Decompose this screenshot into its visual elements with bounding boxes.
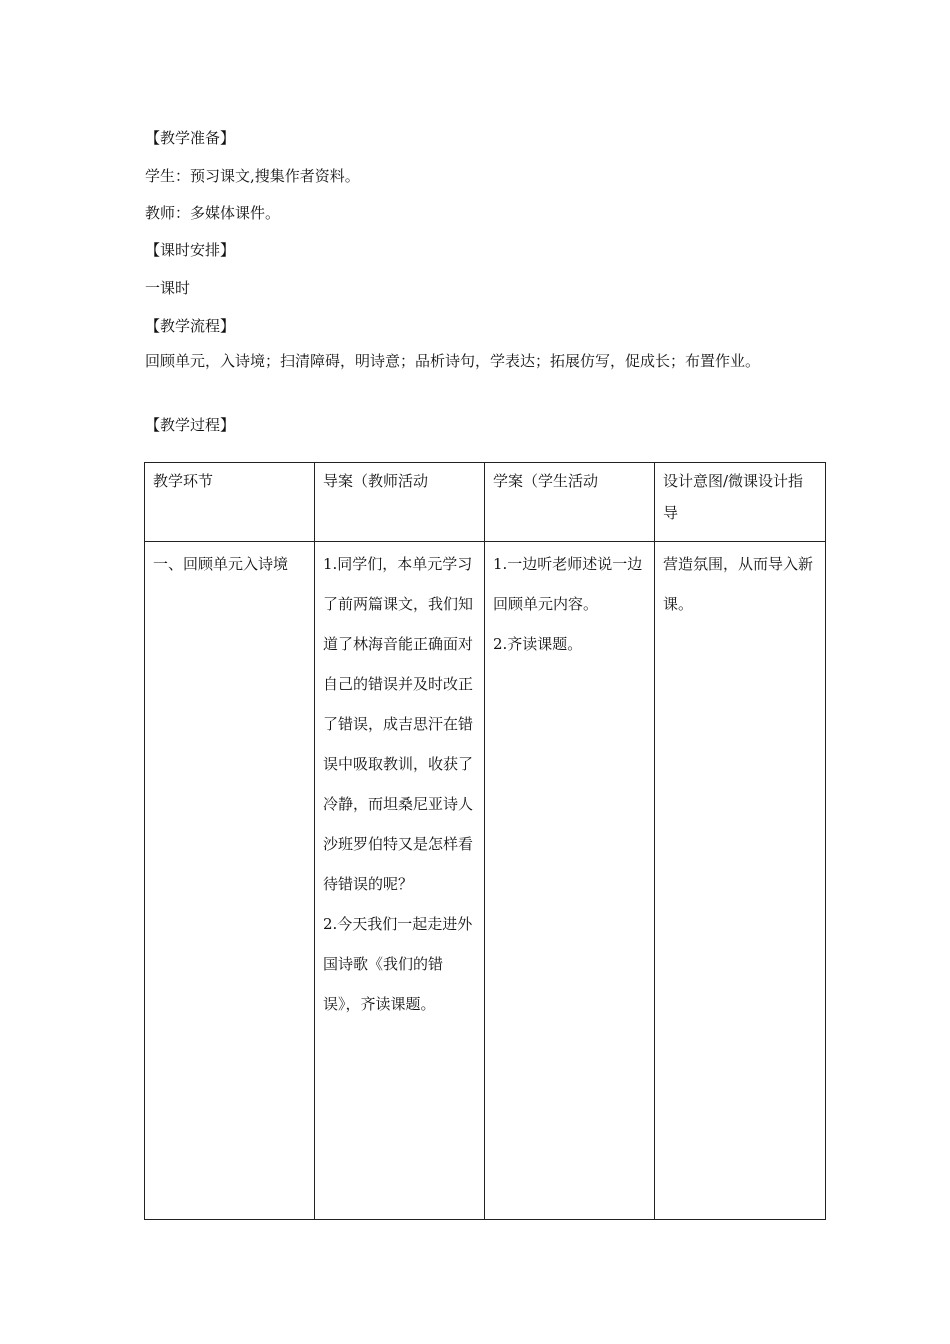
teaching-process-table: [144, 462, 826, 1220]
cell-stage: [145, 542, 315, 1220]
stage-text: 一、回顾单元入诗境: [153, 555, 289, 573]
teacher-prep-text: 教师：多媒体课件。: [145, 204, 281, 222]
section-heading-flow: 【教学流程】: [145, 317, 236, 335]
cell-teacher-activity: [315, 542, 485, 1220]
header-teacher-activity: 导案（教师活动: [315, 463, 485, 542]
section-heading-schedule: 【课时安排】: [145, 241, 236, 259]
cell-design-intent: [655, 542, 826, 1220]
flow-text: 回顾单元，入诗境；扫清障碍，明诗意；品析诗句，学表达；拓展仿写，促成长；布置作业。: [145, 352, 761, 370]
student-activity-2: 2.齐读课题。: [493, 635, 583, 653]
student-prep-text: 学生：预习课文,搜集作者资料。: [145, 167, 360, 185]
table-row: [145, 542, 826, 1220]
schedule-value: 一课时: [145, 279, 191, 297]
table-header-row: [145, 463, 826, 542]
section-heading-prep: 【教学准备】: [145, 129, 236, 147]
header-design-intent: 设计意图/微课设计指导: [655, 463, 826, 542]
header-stage: 教学环节: [145, 463, 315, 542]
section-heading-process: 【教学过程】: [145, 416, 236, 434]
student-activity-1: 1.一边听老师述说一边回顾单元内容。: [493, 555, 643, 613]
header-student-activity: 学案（学生活动: [485, 463, 655, 542]
teacher-activity-2: 2.今天我们一起走进外国诗歌《我们的错误》，齐读课题。: [323, 915, 473, 1013]
teacher-activity-1: 1.同学们，本单元学习了前两篇课文，我们知道了林海音能正确面对自己的错误并及时改正了错误，成吉思汗在错误中吸取教训，收获了冷静，而坦桑尼亚诗人沙班罗伯特又是怎样看待错误的呢？: [323, 555, 474, 893]
design-intent-text: 营造氛围，从而导入新课。: [663, 555, 814, 613]
cell-student-activity: [485, 542, 655, 1220]
